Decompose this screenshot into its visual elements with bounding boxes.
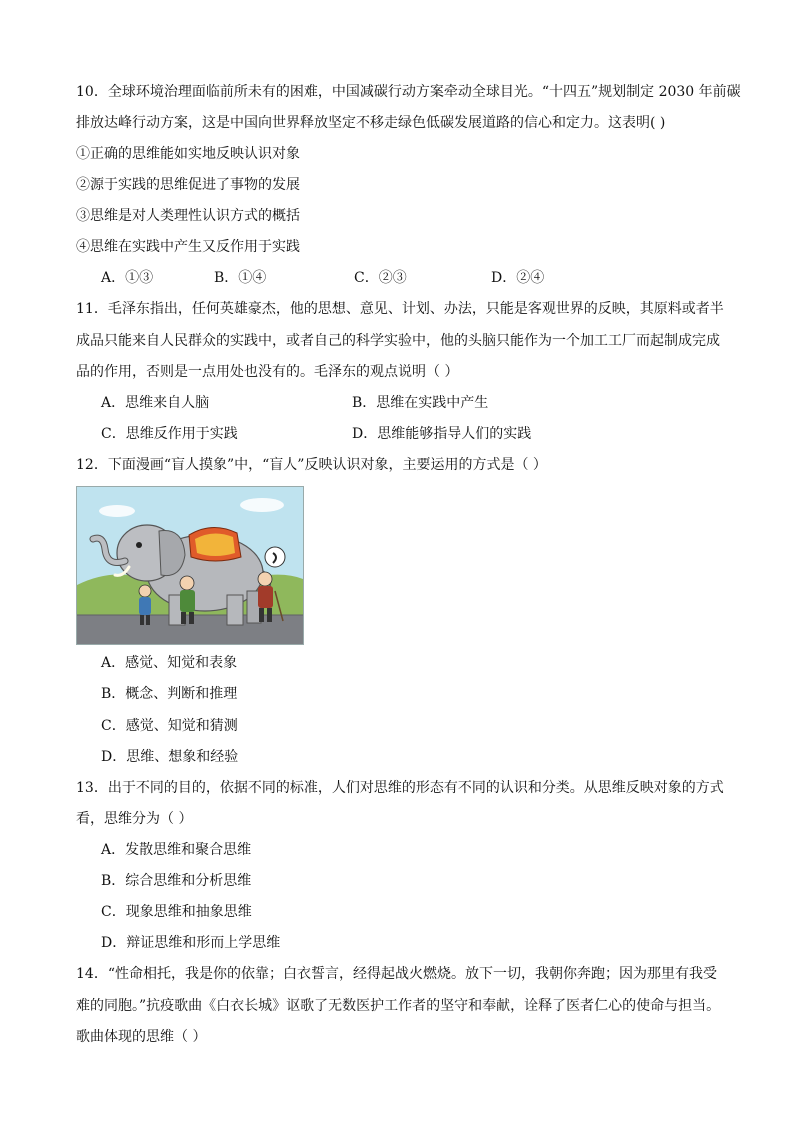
q10-statement-3: ③思维是对人类理性认识方式的概括 xyxy=(76,208,300,224)
q14-stem-line2: 难的同胞。”抗疫歌曲《白衣长城》讴歌了无数医护工作者的坚守和奉献，诠释了医者仁心的使命与担当。 xyxy=(76,998,721,1014)
q10-option-a: A．①③ xyxy=(101,270,154,286)
q14-stem-line3: 歌曲体现的思维（ ） xyxy=(76,1029,207,1045)
q12-stem-line1: 12．下面漫画“盲人摸象”中，“盲人”反映认识对象，主要运用的方式是（ ） xyxy=(76,457,547,473)
q13-option-d: D．辩证思维和形而上学思维 xyxy=(101,935,281,951)
q11-option-c: C．思维反作用于实践 xyxy=(101,426,238,442)
q14-stem-line1: 14．“性命相托，我是你的依靠；白衣誓言，经得起战火燃烧。放下一切，我朝你奔跑；因为那里有我受 xyxy=(76,966,717,982)
q11-stem-line2: 成品只能来自人民群众的实践中，或者自己的科学实验中，他的头脑只能作为一个加工工厂而起制成完成 xyxy=(76,333,720,349)
q13-stem-line1: 13．出于不同的目的，依据不同的标准，人们对思维的形态有不同的认识和分类。从思维反映对象的方式 xyxy=(76,780,724,796)
q13-option-b: B．综合思维和分析思维 xyxy=(101,873,252,889)
q10-statement-4: ④思维在实践中产生又反作用于实践 xyxy=(76,239,300,255)
q10-option-d: D．②④ xyxy=(491,270,545,286)
q12-option-b: B．概念、判断和推理 xyxy=(101,686,238,702)
q12-option-c: C．感觉、知觉和猜测 xyxy=(101,718,238,734)
q12-option-a: A．感觉、知觉和表象 xyxy=(101,655,238,671)
q10-option-c: C．②③ xyxy=(354,270,407,286)
q13-stem-line2: 看，思维分为（ ） xyxy=(76,811,193,827)
q11-stem-line1: 11．毛泽东指出，任何英雄豪杰，他的思想、意见、计划、办法，只能是客观世界的反映，其原料或者半 xyxy=(76,301,724,317)
q10-statement-2: ②源于实践的思维促进了事物的发展 xyxy=(76,177,300,193)
q11-option-a: A．思维来自人脑 xyxy=(101,395,210,411)
q13-option-a: A．发散思维和聚合思维 xyxy=(101,842,252,858)
q11-stem-line3: 品的作用，否则是一点用处也没有的。毛泽东的观点说明（ ） xyxy=(76,364,459,380)
q11-option-d: D．思维能够指导人们的实践 xyxy=(352,426,532,442)
blind-men-elephant-cartoon xyxy=(76,486,304,645)
q10-option-b: B．①④ xyxy=(214,270,267,286)
q10-stem-line2: 排放达峰行动方案，这是中国向世界释放坚定不移走绿色低碳发展道路的信心和定力。这表明( ) xyxy=(76,115,666,131)
q13-option-c: C．现象思维和抽象思维 xyxy=(101,904,252,920)
q10-stem-line1: 10．全球环境治理面临前所未有的困难，中国减碳行动方案牵动全球目光。“十四五”规划制定 2030 年前碳 xyxy=(76,84,741,100)
q12-option-d: D．思维、想象和经验 xyxy=(101,749,239,765)
q10-statement-1: ①正确的思维能如实地反映认识对象 xyxy=(76,146,300,162)
q11-option-b: B．思维在实践中产生 xyxy=(352,395,489,411)
